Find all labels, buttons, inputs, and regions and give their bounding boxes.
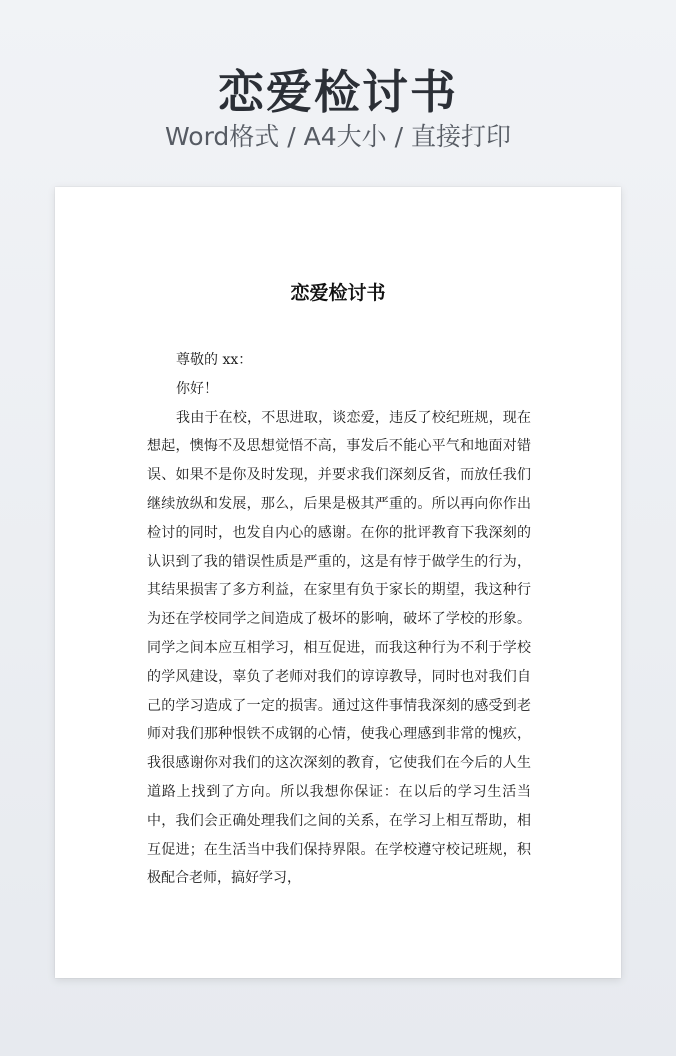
body-paragraph: 我由于在校，不思进取，谈恋爱，违反了校纪班规，现在想起，懊悔不及思想觉悟不高，事发后不能心平气和地面对错误、如果不是你及时发现，并要求我们深刻反省，而放任我们继续放纵和发展，那么，后果是极其严重的。所以再向你作出检讨的同时，也发自内心的感谢。在你的批评教育下我深刻的认识到了我的错误性质是严重的，这是有悖于做学生的行为，其结果损害了多方利益，在家里有负于家长的期望，我这种行为还在学校同学之间造成了极坏的影响，破坏了学校的形象。同学之间本应互相学习，相互促进，而我这种行为不利于学校的学风建设，辜负了老师对我们的谆谆教导，同时也对我们自己的学习造成了一定的损害。通过这件事情我深刻的感受到老师对我们那种恨铁不成钢的心情，使我心理感到非常的愧疚，我很感谢你对我们的这次深刻的教育，它使我们在今后的人生道路上找到了方向。所以我想你保证：在以后的学习生活当中，我们会正确处理我们之间的关系，在学习上相互帮助，相互促进；在生活当中我们保持界限。在学校遵守校记班规，积极配合老师，搞好学习， [147, 409, 531, 887]
greeting: 你好！ [176, 380, 218, 397]
page-title: 恋爱检讨书 [218, 65, 458, 119]
document-title: 恋爱检讨书 [290, 282, 386, 304]
page-subtitle: Word格式 / A4大小 / 直接打印 [165, 122, 511, 151]
salutation: 尊敬的 xx： [176, 352, 253, 368]
document-body [147, 346, 531, 893]
